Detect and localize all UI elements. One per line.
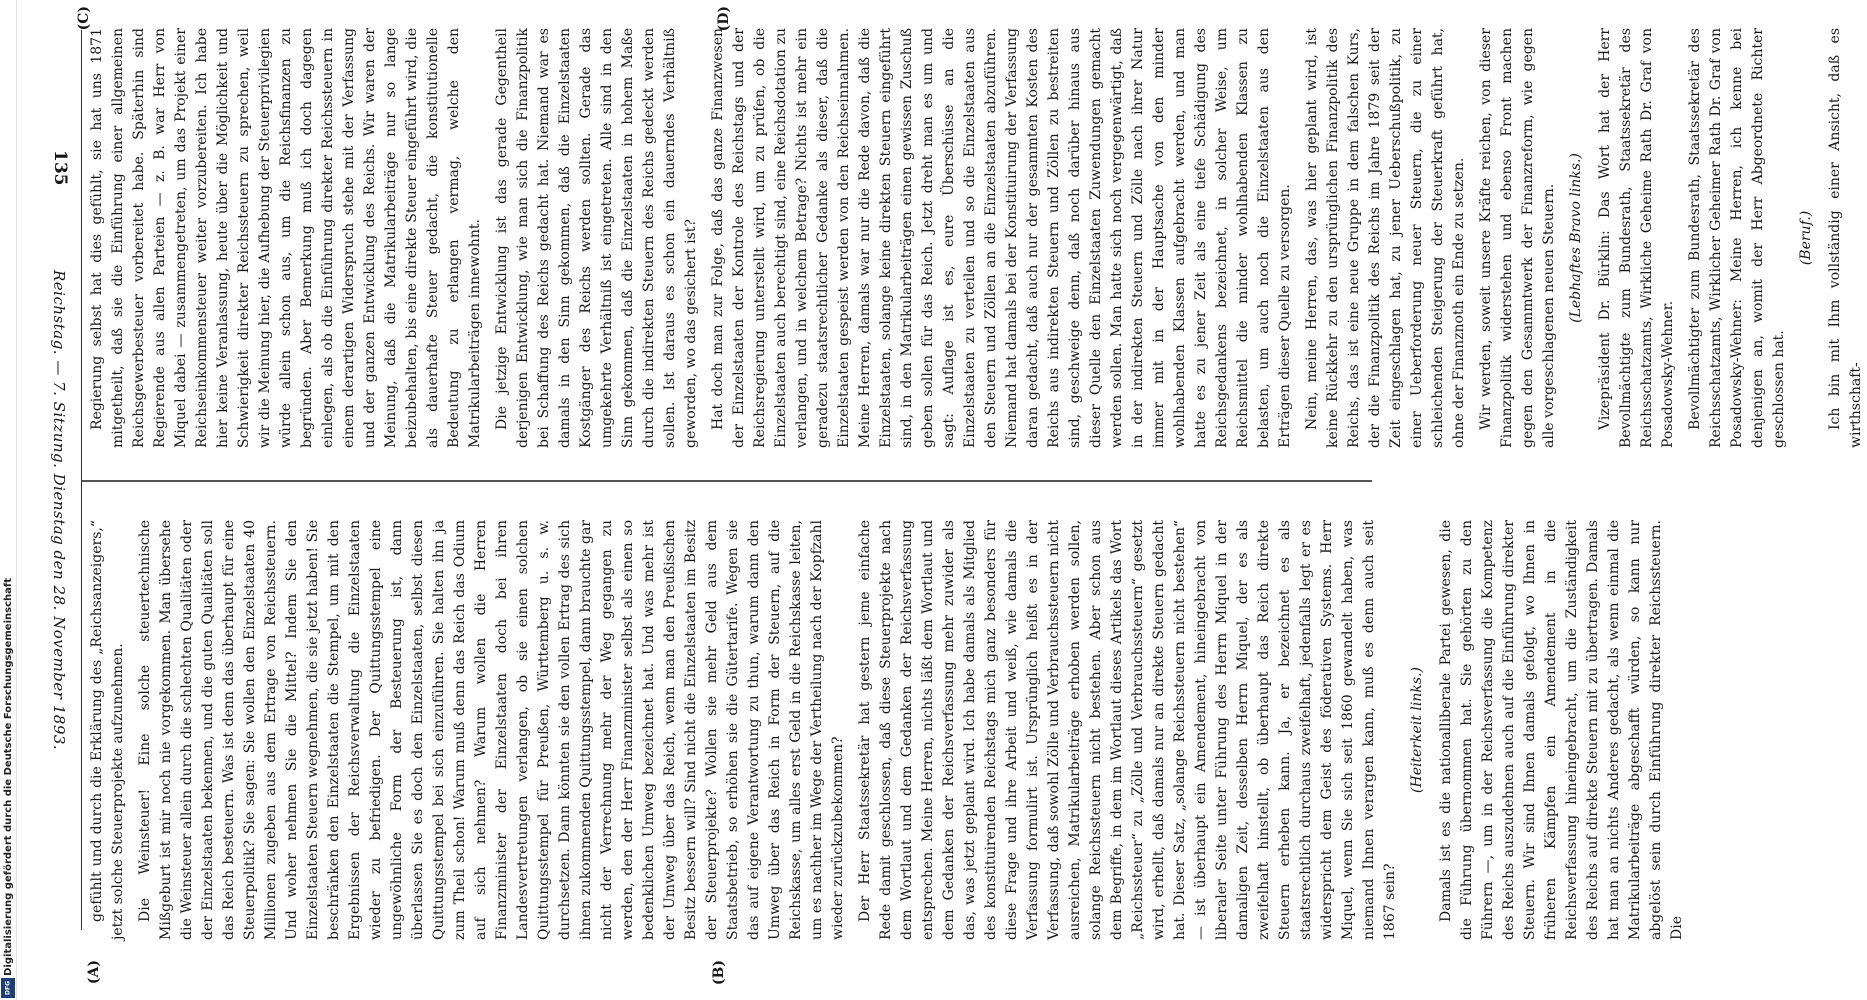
column-divider [82, 480, 1372, 482]
running-head [36, 150, 80, 930]
right-paragraph: Der Herr Staatssekretär hat gestern jeme einfache Rede damit geschlossen, daß diese Steuerprojekte nach dem Wortlaut und dem Gedanken der Reichsverfassung entsprechen. Meine Herren, nichts läßt dem Wortlaut und dem Gedanken der Reichsverfassung mehr zuwider als das, was jetzt geplant wird. Ich habe damals als Mitglied des konstituirenden Reichstags mich ganz besonders für diese Frage und ihre Arbeit und weiß, wie damals die Verfassung formulirt ist. Ursprünglich heißt es in der Verfassung, daß sowohl Zölle und Verbrauchssteuern nicht ausreichen, Matrikularbeiträge erhoben werden sollen, solange Reichssteuern nicht bestehen. Aber schon aus dem Begriffe, in dem im Wortlaut dieses Artikels das Wort „Reichssteuer“ zu „Zölle und Verbrauchssteuern“ gesetzt wird, erhellt, daß damals nur an direkte Steuern gedacht hat. Dieser Satz, „solange Reichssteuern nicht bestehen“ — ist überhaupt ein Amendement, hineingebracht von liberaler Seite unter Führung des Herrn Miquel in der damaligen Zeit, desselben Herrn Miquel, der es als zweifelhaft hinstellt, ob überhaupt das Reich direkte Steuern erheben kann. Ja, er bezeichnet es als staatsrechtlich durchaus zweifelhaft, jedenfalls legt er es widerspricht dem Geist des föderativen Systems. Herr Miquel, wenn Sie sich seit 1860 gewandelt haben, was niemand Ihnen verargen kann, muß es denn auch seit 1867 sein? [857, 520, 1398, 940]
right-column [87, 520, 1685, 940]
digitization-credit-text: Digitalisierung gefördert durch die Deutsche Forschungsgemeinschaft [3, 578, 14, 976]
page-header-title: Reichstag. — 7. Sitzung. Dienstag den 28. November 1893. [50, 270, 68, 751]
speaker-paragraph: Vizepräsident Dr. Bürklin: Das Wort hat der Herr Bevollmächtigte zum Bundesrath, Staatssekretär des Reichsschatzamts, Wirkliche Geheime Rath Dr. Graf von Posadowsky-Wehner. [1597, 28, 1676, 448]
digitization-credit-strip [0, 0, 17, 1000]
speaker-paragraph: Ich bin mit Ihm vollständig einer Ansicht, daß es wirthschaft- [1827, 28, 1864, 448]
left-paragraph: Wir werden, soweit unsere Kräfte reichen, von dieser Finanzpolitik widerstehen und ebenso Front machen gegen den Gesammtwerk der Finanzreform, wie gegen alle vorgeschlagenen neuen Steuern. [1478, 28, 1557, 448]
page-number: 135 [50, 150, 70, 186]
right-paragraph: Damals ist es die nationalliberale Partei gewesen, die die Führung übernommen hat. Sie gehörten zu den Führern —, um in der Reichsverfassung die Kompetenz des Reichs auszudehnen auch auf die Einführung direkter Steuern. Wir sind Ihnen damals gefolgt, wo Ihnen in früheren Kämpfen ein Amendement in die Reichsverfassung hineingebracht, um die Zuständigkeit des Reichs auf direkte Steuern mit zu übertragen. Damals hat man an nichts Anderes gedacht, als wenn einmal die Matrikularbeiträge abgeschafft würden, so kann nur abgelöst sein durch Einführung direkter Reichssteuern. Die [1438, 520, 1685, 940]
laughter-note: (Heiterkeit links.) [1409, 667, 1425, 793]
margin-marker-b: (B) [711, 960, 727, 986]
dfg-logo-icon: DFG [1, 978, 15, 998]
right-paragraph: Die Weinsteuer! Eine solche steuertechnische Mißgeburt ist mir noch nie vorgekommen. Man übersehe die Weinsteuer allein durch die schlechten Qualitäten oder der Einzelstaaten bekennen, und die guten Qualitäten soll das Reich besteuern. Was ist denn das überhaupt für eine Steuerpolitik? Sie sagen: Sie wollen den Einzelstaaten 40 Millionen zugeben aus dem Ertrage von Reichssteuern. Und woher nehmen Sie die Mittel? Indem Sie den Einzelstaaten Steuern wegnehmen, die sie jetzt haben! Sie beschränken den Einzelstaaten die Stempel, um mit den Ergebnissen der Reichsverwaltung die Einzelstaaten wieder zu befriedigen. Der Quittungsstempel eine ungewöhnliche Form der Besteuerung ist, dann überlassen Sie es doch den Einzelstaaten, selbst diesen Quittungsstempel bei sich einzuführen. Sie halten ihn ja zum Theil schon! Warum muß denn das Reich das Odium auf sich nehmen? Warum wollen die Herren Finanzminister der Einzelstaaten doch bei ihren Landesvertretungen verlangen, ob sie einen solchen Quittungsstempel für Preußen, Württemberg u. s. w. durchsetzen. Dann könnten sie den vollen Ertrag des sich ihnen zukommenden Quittungsstempel, dann brauchte gar nicht der Verrechnung mehr der Weg gegangen zu werden, den der Herr Finanzminister selbst als einen so bedenklichen Umweg bezeichnet hat. Und was mehr ist der Umweg über das Reich, wenn man den Preußischen Besitz bessern will? Sind nicht die Einzelstaaten im Besitz der Steuerprojekte? Wollen sie mehr Geld aus dem Staatsbetrieb, so erhöhen sie die Gütertarife. Wegen sie das auf eigene Verantwortung zu thun, warum dann den Umweg über das Reich in Form der Steuern, auf die Reichskasse, um alles erst Geld in die Reichskasse leiten, um es nachher im Wege der Vertheilung nach der Kopfzahl wieder zurückzubekommen? [137, 520, 846, 940]
left-paragraph: Die jetzige Entwicklung ist das gerade Gegentheil derjenigen Entwicklung, wie man sich die Finanzpolitik bei Schaffung des Reichs gedacht hat. Niemand war es damals in den Sinn gekommen, daß die Einzelstaaten Kostgänger des Reichs werden sollten. Gerade das umgekehrte Verhältniß ist eingetreten. Alle sind in den Sinn gekommen, daß die Einzelstaaten in hohem Maße durch die indirekten Steuern des Reichs gedeckt werden sollen. Ist daraus es schon ein dauerndes Verhältniß geworden, wo das gesichert ist? [494, 28, 699, 448]
applause-note: (Lebhaftes Bravo links.) [1568, 153, 1584, 323]
left-paragraph: Regierung selbst hat dies gefühlt, sie hat uns 1871 mitgetheilt, daß sie die Einführung einer allgemeinen Reichsgewerbesteuer vorbereitet habe. Späterhin sind Regierende aus allen Parteien — z. B. war Herr von Miquel dabei — zusammengetreten, um das Projekt einer Reichseinkommensteuer weiter vorzubereiten. Ich habe hier keine Veranlassung, heute über die Möglichkeit und Schwierigkeit direkter Reichssteuern zu sprechen, weil wir die Meinung hier, die Aufhebung der Steuerprivilegien würde allein schon aus, um die Reichsfinanzen zu begründen. Aber Bemerkung muß ich doch dagegen einlegen, als ob die Einführung direkter Reichssteuern in einem derartigen Widerspruch stehe mit der Verfassung und der ganzen Entwicklung des Reichs. Wir waren der Meinung, daß die Matrikularbeiträge nur so lange beizubehalten, bis eine direkte Steuer eingeführt wird, die als dauerhafte Steuer gedacht, die konstitutionelle Bedeutung zu erlangen vermag, welche den Matrikularbeiträgen innewohnt. [89, 28, 483, 448]
margin-marker-a: (A) [86, 960, 102, 985]
margin-marker-c: (C) [76, 6, 92, 31]
left-paragraph: Hat doch man zur Folge, daß das ganze Finanzwesen der Einzelstaaten der Kontrole des Reichstags und der Reichsregierung unterstellt wird, um zu prüfen, ob die Einzelstaaten auch berechtigt sind, eine Reichsdotation zu verlangen, und in welchem Betrage? Nichts ist mehr ein geradezu staatsrechtlicher Gedanke als dieser, daß die Einzelstaaten gespeist werden von den Reichseinnahmen. Meine Herren, damals war nur die Rede davon, daß die Einzelstaaten, solange keine direkten Steuern eingeführt sind, in den Matrikularbeiträgen einen gewissen Zuschuß geben sollen für das Reich. Jetzt dreht man es um und sagt: Auflage ist es, eure Überschüsse an die Einzelstaaten zu verteilen und so die Einzelstaaten aus den Steuern und Zöllen an die Einzelstaaten abzuführen. Niemand hat damals bei der Konstituirung der Verfassung daran gedacht, daß auch nur der gesammten Kosten des Reichs aus indirekten Steuern und Zöllen zu bestreiten sind, geschweige denn, daß noch darüber hinaus aus dieser Quelle den Einzelstaaten Zuwendungen gemacht werden sollen. Man hatte sich noch vergegenwärtigt, daß in der indirekten Steuern und Zölle nach ihrer Natur immer mit in der Hauptsache von den minder wohlhabenden Klassen aufgebracht werden, und man hatte es zu jener Zeit als eine tiefe Schädigung des Reichsgedankens bezeichnet, in solcher Weise, um Reichsmittel die minder wohlhabenden Klassen zu belasten, um auch noch die Einzelstaaten aus den Erträgen dieser Quelle zu versorgen. [710, 28, 1293, 448]
newspaper-page [16, 0, 1864, 1000]
right-paragraph: gefühlt und durch die Erklärung des „Reichsanzeigers,“ jetzt solche Steuerprojekte aufzunehmen. [89, 520, 126, 940]
margin-marker-d: (D) [716, 6, 732, 32]
interjection-note: (Beruf.) [1798, 210, 1814, 266]
scanned-page-viewport [16, 0, 1864, 1000]
left-column [87, 28, 1864, 448]
left-paragraph: Nein, meine Herren, das, was hier geplant wird, ist keine Rückkehr zu den ursprünglichen Finanzpolitik des Reichs, das ist eine neue Gruppe in dem falschen Kurs, der die Finanzpolitik des Reichs im Jahre 1879 seit der Zeit eingeschlagen hat, zu jener Ueberschußpolitik, zu einer Ueberforderung neuer Steuern, die zu einer schleichenden Steigerung der Steuerkraft geführt hat, ohne der Finanznoth ein Ende zu setzen. [1304, 28, 1467, 448]
speaker-paragraph: Bevollmächtigter zum Bundesrath, Staatssekretär des Reichsschatzamts, Wirklicher Geheimer Rath Dr. Graf von Posadowsky-Wehner: Meine Herren, ich kenne bei denjenigen an, womit der Herr Abgeordnete Richter geschlossen hat. [1687, 28, 1787, 448]
